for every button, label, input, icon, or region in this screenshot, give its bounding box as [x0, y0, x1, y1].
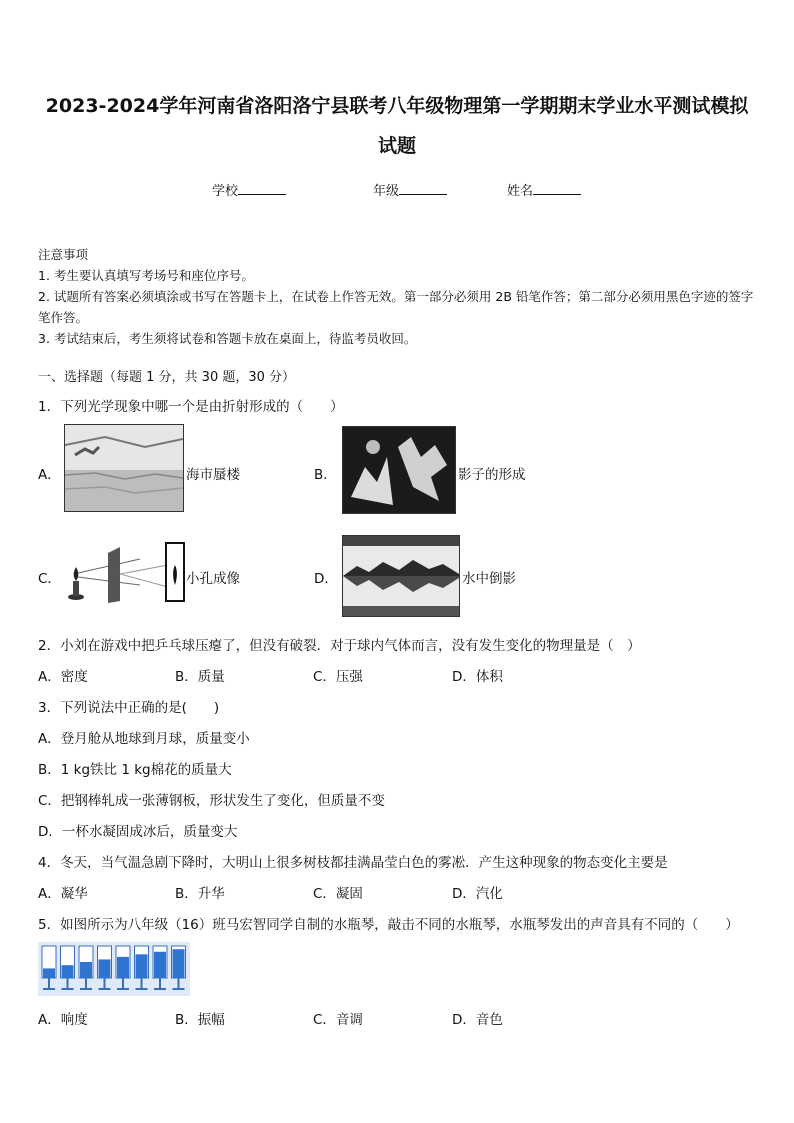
q4-option-b[interactable]: B．升华: [175, 886, 225, 902]
q2-option-d[interactable]: D．体积: [452, 669, 503, 685]
name-label: 姓名: [507, 184, 534, 199]
q2-option-c[interactable]: C．压强: [313, 669, 363, 685]
q5-option-a[interactable]: A．响度: [38, 1012, 88, 1028]
note-item: 2. 试题所有答案必须填涂或书写在答题卡上，在试卷上作答无效。第一部分必须用 2B 铅笔作答；第二部分必须用黑色字迹的签字笔作答。: [38, 289, 754, 325]
notes-section: [38, 244, 760, 349]
question-2-stem: 2．小刘在游戏中把乒乓球压瘪了，但没有破裂．对于球内气体而言，没有发生变化的物理量是（ ）: [38, 638, 641, 654]
q3-option-c[interactable]: C．把钢棒轧成一张薄钢板，形状发生了变化，但质量不变: [38, 793, 385, 809]
water-glasses-image: [38, 942, 190, 996]
option-letter: B．: [314, 467, 337, 483]
section-heading: 一、选择题（每题 1 分，共 30 题，30 分）: [38, 370, 296, 385]
note-item: 3. 考试结束后，考生须将试卷和答题卡放在桌面上，待监考员收回。: [38, 331, 417, 346]
option-caption: 小孔成像: [186, 571, 240, 587]
name-field[interactable]: [507, 180, 581, 199]
name-blank[interactable]: [533, 181, 581, 195]
question-3-stem: 3．下列说法中正确的是( ): [38, 700, 220, 716]
student-info: [0, 180, 794, 200]
school-blank[interactable]: [238, 181, 286, 195]
option-caption: 水中倒影: [462, 571, 516, 587]
notes-heading: 注意事项: [38, 247, 89, 262]
q5-option-b[interactable]: B．振幅: [175, 1012, 225, 1028]
page-title: 2023-2024学年河南省洛阳洛宁县联考八年级物理第一学期期末学业水平测试模拟试题: [45, 95, 749, 157]
q4-option-a[interactable]: A．凝华: [38, 886, 88, 902]
school-field[interactable]: [212, 180, 286, 199]
option-caption: 海市蜃楼: [186, 467, 240, 483]
q4-option-d[interactable]: D．汽化: [452, 886, 503, 902]
option-letter: D．: [314, 571, 338, 587]
q1-option-b[interactable]: [314, 420, 574, 520]
q3-option-a[interactable]: A．登月舱从地球到月球，质量变小: [38, 731, 250, 747]
option-caption: 影子的形成: [458, 467, 526, 483]
note-item: 1. 考生要认真填写考场号和座位序号。: [38, 268, 254, 283]
q4-option-c[interactable]: C．凝固: [313, 886, 363, 902]
question-1-stem: 1．下列光学现象中哪一个是由折射形成的（ ）: [38, 399, 344, 415]
q1-option-c[interactable]: [38, 535, 298, 615]
q3-option-d[interactable]: D．一杯水凝固成冰后，质量变大: [38, 824, 238, 840]
option-letter: A．: [38, 467, 61, 483]
question-5-stem: 5．如图所示为八年级（16）班马宏智同学自制的水瓶琴，敲击不同的水瓶琴，水瓶琴发出的声音具有不同的（ ）: [38, 917, 739, 933]
school-label: 学校: [212, 184, 239, 199]
q2-option-b[interactable]: B．质量: [175, 669, 225, 685]
grade-blank[interactable]: [399, 181, 447, 195]
q1-option-a[interactable]: [38, 420, 298, 520]
pinhole-camera-image: [62, 539, 188, 605]
q5-option-d[interactable]: D．音色: [452, 1012, 503, 1028]
question-4-stem: 4．冬天，当气温急剧下降时，大明山上很多树枝都挂满晶莹白色的雾凇．产生这种现象的物态变化主要是: [38, 855, 668, 871]
grade-label: 年级: [373, 184, 400, 199]
option-letter: C．: [38, 571, 61, 587]
grade-field[interactable]: [373, 180, 447, 199]
shadow-puppet-image: [342, 426, 456, 514]
water-reflection-image: [342, 535, 460, 617]
q3-option-b[interactable]: B．1 kg铁比 1 kg棉花的质量大: [38, 762, 232, 778]
q1-option-d[interactable]: [314, 530, 574, 620]
mirage-image: [64, 424, 184, 512]
q5-option-c[interactable]: C．音调: [313, 1012, 363, 1028]
q2-option-a[interactable]: A．密度: [38, 669, 88, 685]
